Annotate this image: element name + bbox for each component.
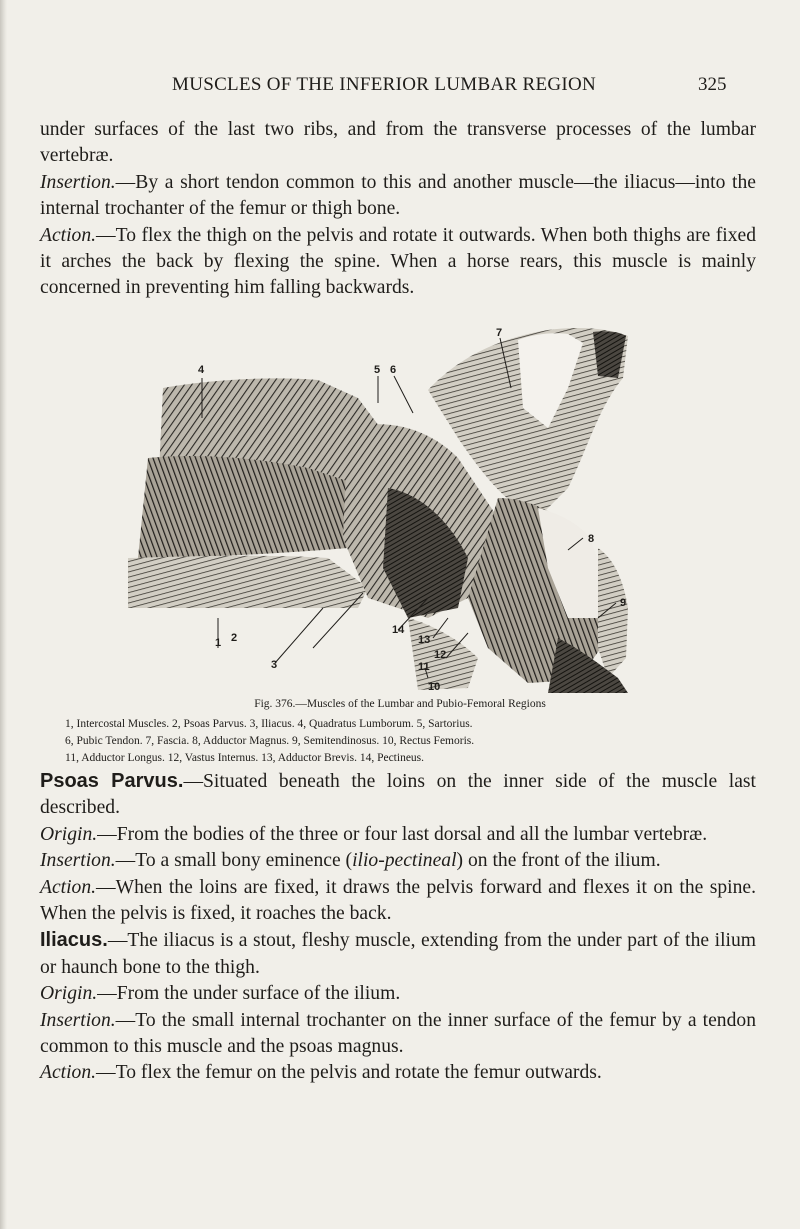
fig-label-6: 6 [390, 364, 397, 376]
fig-label-9: 9 [620, 597, 627, 609]
insertion-label: Insertion. [40, 1009, 116, 1031]
bottom-text-block [40, 768, 756, 1087]
fig-label-8: 8 [588, 533, 595, 545]
origin-label: Origin. [40, 823, 98, 845]
paragraph-iliacus-action: Action.—To flex the femur on the pelvis and rotate the femur outwards. [40, 1062, 602, 1084]
action-label: Action. [40, 876, 97, 898]
paragraph-action: Action.—To flex the thigh on the pelvis and rotate it outwards. When both thighs are fixed it arches the back by flexing the spine. When a horse rears, this muscle is mainly concerned in preventing him falling backwards. [40, 224, 756, 299]
action-label: Action. [40, 224, 97, 246]
paragraph-iliacus-insertion: Insertion.—To the small internal trochanter on the inner surface of the femur by a tendon common to this muscle and the psoas magnus. [40, 1009, 756, 1058]
muscle-illustration [128, 318, 648, 694]
paragraph-psoas-action: Action.—When the loins are fixed, it draws the pelvis forward and flexes it on the spine. When the pelvis is fixed, it roaches the back. [40, 876, 756, 925]
insertion-label: Insertion. [40, 171, 116, 193]
action-label: Action. [40, 1062, 97, 1084]
legend-line: 11, Adductor Longus. 12, Vastus Internus. 13, Adductor Brevis. 14, Pectineus. [65, 752, 425, 764]
fig-label-3: 3 [271, 659, 278, 671]
paragraph-psoas-origin: Origin.—From the bodies of the three or four last dorsal and all the lumbar vertebræ. [40, 823, 708, 845]
page-edge-shadow [0, 0, 7, 1229]
fig-label-12: 12 [434, 649, 447, 661]
insertion-label: Insertion. [40, 850, 116, 872]
semitendinosus-region [598, 548, 628, 678]
figure-legend [65, 716, 765, 767]
lower-lumbar-region [128, 556, 368, 608]
paragraph-psoas-parvus: Psoas Parvus.—Situated beneath the loins on the inner side of the muscle last described. [40, 770, 756, 819]
fig-label-10: 10 [428, 681, 441, 693]
paragraph-iliacus-origin: Origin.—From the under surface of the ilium. [40, 983, 401, 1005]
fig-label-2: 2 [231, 632, 238, 644]
paragraph-continuation: under surfaces of the last two ribs, and from the transverse processes of the lumbar vertebræ. [40, 119, 756, 167]
fig-label-14: 14 [392, 624, 405, 636]
page-number: 325 [698, 74, 727, 95]
top-text-block [40, 117, 756, 302]
fig-label-1: 1 [215, 637, 222, 649]
paragraph-iliacus: Iliacus.—The iliacus is a stout, fleshy muscle, extending from the under part of the ilium or haunch bone to the thigh. [40, 929, 756, 978]
section-heading-psoas-parvus: Psoas Parvus. [40, 770, 184, 792]
anatomical-figure [128, 318, 648, 694]
paragraph-insertion: Insertion.—By a short tendon common to this and another muscle—the iliacus—into the internal trochanter of the femur or thigh bone. [40, 171, 756, 220]
fig-label-11: 11 [418, 661, 430, 673]
origin-label: Origin. [40, 983, 98, 1005]
running-head: MUSCLES OF THE INFERIOR LUMBAR REGION [172, 74, 597, 95]
legend-line: 1, Intercostal Muscles. 2, Psoas Parvus. 3, Iliacus. 4, Quadratus Lumborum. 5, Sartorius. [65, 718, 473, 730]
page-header [0, 74, 800, 104]
legend-line: 6, Pubic Tendon. 7, Fascia. 8, Adductor Magnus. 9, Semitendinosus. 10, Rectus Femoris. [65, 735, 475, 747]
fig-label-7: 7 [496, 327, 503, 339]
fig-label-5: 5 [374, 364, 381, 376]
paragraph-psoas-insertion: Insertion.—To a small bony eminence (ilio-pectineal) on the front of the ilium. [40, 850, 661, 872]
section-heading-iliacus: Iliacus. [40, 929, 108, 952]
figure-caption: Fig. 376.—Muscles of the Lumbar and Pubio-Femoral Regions [254, 698, 546, 710]
fig-label-4: 4 [198, 364, 205, 376]
fig-label-13: 13 [418, 634, 431, 646]
